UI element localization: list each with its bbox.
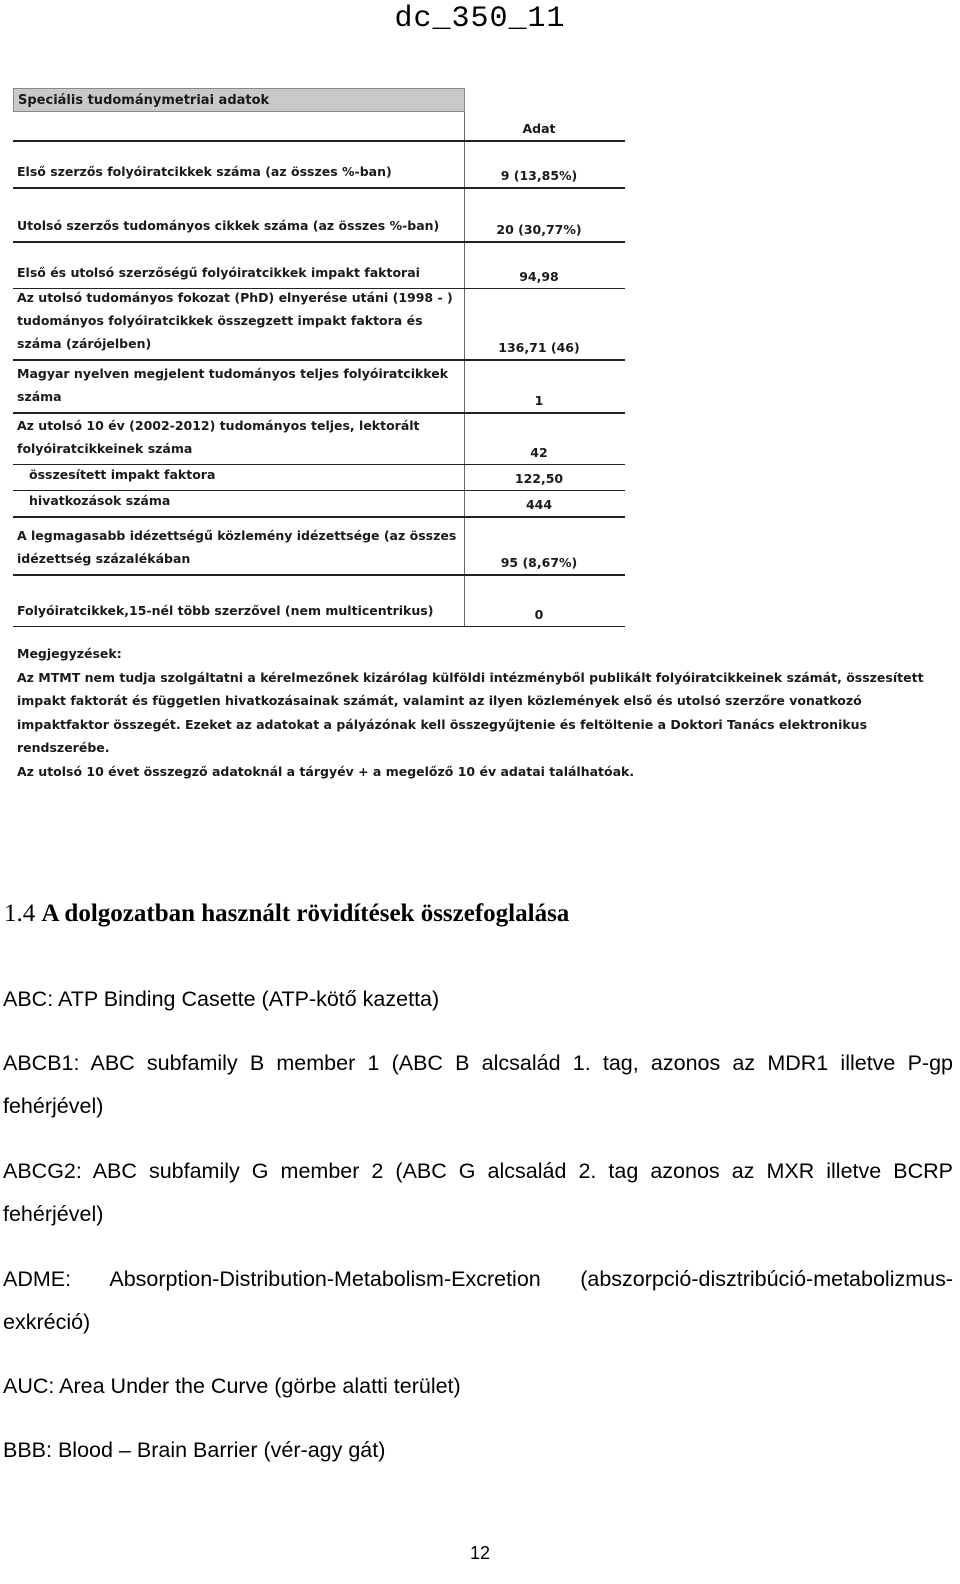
table-row — [13, 518, 625, 576]
section-heading — [4, 900, 569, 928]
table-row — [13, 361, 625, 414]
table-title: Speciális tudománymetriai adatok — [13, 88, 465, 112]
row-value: 9 (13,85%) — [500, 168, 578, 183]
row-value: 444 — [525, 497, 553, 512]
table-row — [13, 491, 625, 518]
abbreviation-entry: AUC: Area Under the Curve (görbe alatti terület) — [3, 1374, 461, 1398]
table-row — [13, 243, 625, 289]
row-label: Az utolsó 10 év (2002-2012) tudományos teljes, lektorált folyóiratcikkeinek száma — [13, 414, 465, 464]
notes-paragraph: Az utolsó 10 évet összegző adatoknál a tárgyév + a megelőző 10 év adatai találhatóak. — [17, 763, 635, 779]
row-value: 136,71 (46) — [498, 340, 580, 355]
row-label: A legmagasabb idézettségű közlemény idézettsége (az összes idézettség százalékában — [13, 518, 465, 574]
table-row — [13, 576, 625, 627]
table-row — [13, 414, 625, 465]
table-row — [13, 142, 625, 189]
row-label: Magyar nyelven megjelent tudományos teljes folyóiratcikkek száma — [13, 361, 465, 412]
row-label: Utolsó szerzős tudományos cikkek száma (az összes %-ban) — [13, 189, 465, 241]
table-header-row — [13, 112, 625, 142]
table-row — [13, 289, 625, 361]
document-header-id: dc_350_11 — [394, 2, 566, 36]
row-value: 122,50 — [514, 471, 564, 486]
row-value: 0 — [534, 607, 544, 622]
notes-heading: Megjegyzések: — [17, 646, 122, 661]
row-value: 20 (30,77%) — [496, 222, 582, 237]
row-label: Az utolsó tudományos fokozat (PhD) elnyerése utáni (1998 - ) tudományos folyóiratcikkek összegzett impakt faktora és száma (zárójelben) — [13, 289, 465, 359]
abbreviation-entry: ABCG2: ABC subfamily G member 2 (ABC G alcsalád 2. tag azonos az MXR illetve BCRP fehérjével) — [3, 1159, 953, 1226]
abbreviation-entry: ABCB1: ABC subfamily B member 1 (ABC B alcsalád 1. tag, azonos az MDR1 illetve P-gp fehérjével) — [3, 1051, 953, 1118]
abbreviation-entry: ABC: ATP Binding Casette (ATP-kötő kazetta) — [3, 987, 440, 1011]
page-number: 12 — [469, 1543, 491, 1563]
row-label: Első szerzős folyóiratcikkek száma (az összes %-ban) — [13, 142, 465, 187]
abbreviation-entry: BBB: Blood – Brain Barrier (vér-agy gát) — [3, 1438, 386, 1462]
row-label: összesített impakt faktora — [13, 465, 465, 490]
table-row — [13, 189, 625, 243]
section-title: A dolgozatban használt rövidítések összefoglalása — [41, 900, 570, 927]
row-label: Első és utolsó szerzőségű folyóiratcikkek impakt faktorai — [13, 243, 465, 288]
abbreviation-entry: ADME: Absorption-Distribution-Metabolism-Excretion (abszorpció-disztribúció-metabolizmus-exkréció) — [3, 1267, 953, 1334]
row-label: Folyóiratcikkek,15-nél több szerzővel (nem multicentrikus) — [13, 576, 465, 626]
table-column-header: Adat — [522, 121, 556, 136]
row-value: 94,98 — [519, 269, 559, 284]
scientometric-table — [13, 88, 625, 627]
notes-block — [17, 642, 937, 783]
table-row — [13, 465, 625, 491]
table-header-label-cell — [13, 112, 465, 140]
row-label: hivatkozások száma — [13, 491, 465, 516]
row-value: 95 (8,67%) — [500, 555, 578, 570]
row-value: 42 — [530, 445, 548, 460]
notes-paragraph: Az MTMT nem tudja szolgáltatni a kérelmezőnek kizárólag külföldi intézményből publikált folyóiratcikkeinek számát, összesített impakt faktorát és független hivatkozásainak számát, valamint az ilyen közlemények első és utolsó szerzőre vonatkozó impaktfaktor összegét. Ezeket az adatokat a pályázónak kell összegyűjtenie és feltöltenie a Doktori Tanács elektronikus rendszerébe. — [17, 669, 924, 755]
section-number: 1.4 — [4, 900, 36, 927]
row-value: 1 — [534, 393, 544, 408]
